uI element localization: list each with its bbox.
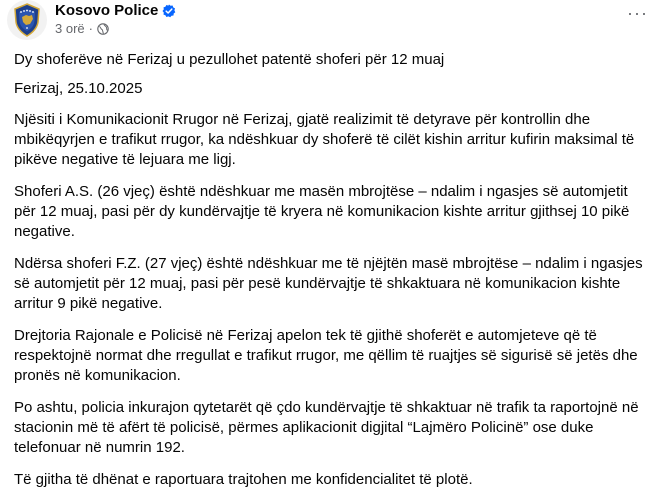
post-paragraph: Njësiti i Komunikacionit Rrugor në Ferizaj, gjatë realizimit të detyrave për kontrollin dhe mbikëqyrjen e trafikut rrugor, ka ndëshkuar dy shoferë të cilët kishin arritur kufirin maksimal të pikëve negative të lejuara me ligj. [14,111,635,168]
post-paragraph: Ndërsa shoferi F.Z. (27 vjeç) është ndëshkuar me të njëjtën masë mbrojtëse – ndalim i ngasjes së automjetit për 12 muaj, pasi për pesë kundërvajtje të shkaktuara në komunikacion kishte arritur 9 pikë negative. [14,255,643,312]
globe-icon[interactable] [97,23,109,35]
post-paragraph: Po ashtu, policia inkurajon qytetarët që çdo kundërvajtje të shkaktuar në trafik ta raportojnë në stacionin më të afërt të policisë, përmes aplikacionit digjital “Lajmëro Policinë” ose duke telefonuar në numrin 192. [14,399,639,456]
verified-badge-icon [162,4,176,18]
kosovo-police-logo-icon [7,0,47,40]
more-options-icon[interactable]: ··· [627,3,648,23]
post-paragraph: Të gjitha të dhënat e raportuara trajtohen me konfidencialitet të plotë. [14,471,473,488]
page-name[interactable]: Kosovo Police [55,2,159,19]
post-title-paragraph: Dy shoferëve në Ferizaj u pezullohet patentë shoferi për 12 muaj [14,51,445,68]
post-body [14,50,652,490]
post-paragraph: Shoferi A.S. (26 vjeç) është ndëshkuar me masën mbrojtëse – ndalim i ngasjes së automjetit për 12 muaj, pasi për dy kundërvajtje të kryera në komunikacion kishte arritur gjithsej 10 pikë negative. [14,183,630,240]
post-meta [55,2,176,36]
post-date-paragraph: Ferizaj, 25.10.2025 [14,80,143,97]
post-paragraph: Drejtoria Rajonale e Policisë në Ferizaj apelon tek të gjithë shoferët e automjeteve që të respektojnë normat dhe rregullat e trafikut rrugor, me qëllim të ruajtjes së sigurisë së jetës dhe pronës në komunikacion. [14,327,638,384]
separator-dot: · [88,21,93,36]
avatar[interactable] [7,0,47,40]
post-header [14,0,652,48]
post-timestamp[interactable]: 3 orë [55,21,85,36]
